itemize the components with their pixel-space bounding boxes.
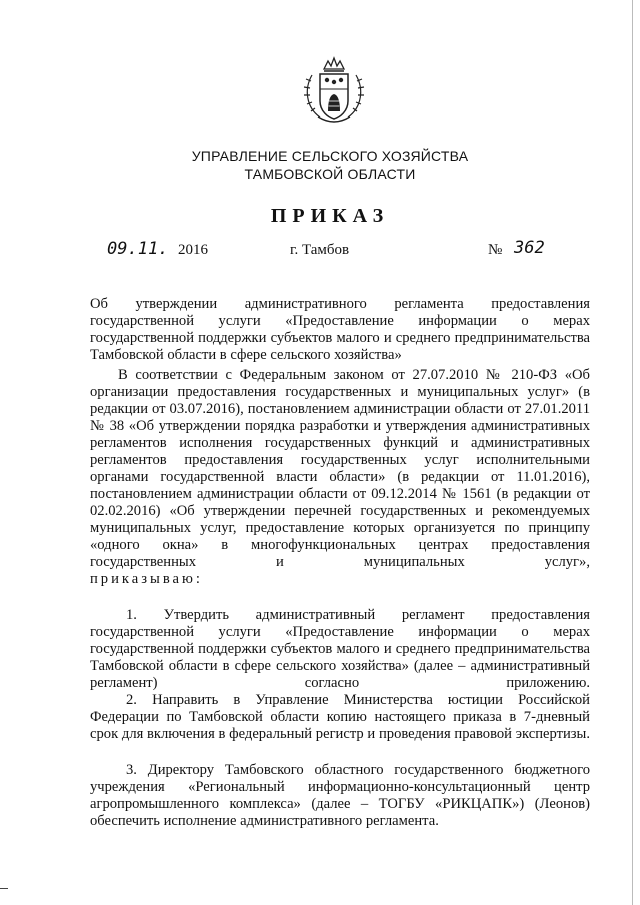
document-title: ПРИКАЗ bbox=[270, 205, 390, 227]
order-item-1: 1. Утвердить административный регламент предоставления государственной услуги «Предоставление информации о мерах государственной поддержки субъектов малого и среднего предпринимательства Тамбовской области в сфере сельского хозяйства» (далее – административный регламент) согласно приложению. bbox=[90, 607, 590, 691]
order-item-2: 2. Направить в Управление Министерства юстиции Российской Федерации по Тамбовской области копию настоящего приказа в 7-дневный срок для включения в федеральный регистр и проведения правовой экспертизы. bbox=[90, 692, 590, 742]
number-label: № bbox=[488, 242, 503, 258]
organization-name-line1: УПРАВЛЕНИЕ СЕЛЬСКОГО ХОЗЯЙСТВА bbox=[191, 148, 469, 164]
order-word: приказываю: bbox=[90, 571, 203, 587]
handwritten-number: 362 bbox=[514, 238, 545, 258]
organization-name-line2: ТАМБОВСКОЙ ОБЛАСТИ bbox=[244, 166, 416, 182]
preamble-paragraph: В соответствии с Федеральным законом от 27.07.2010 № 210-ФЗ «Об организации предоставления государственных и муниципальных услуг» (в редакции от 03.07.2016), постановлением администрации области от 27.01.2011 № 38 «Об утверждении порядка разработки и утверждения административных регламентов исполнения государственных функций и административных регламентов предоставления государственных услуг исполнительными органами государственной власти области» (в редакции от 11.01.2016), постановлением администрации области от 09.12.2014 № 1561 (в редакции от 02.02.2016) «Об утверждении перечней государственных и рекомендуемых муниципальных услуг, предоставление которых организуется по принципу «одного окна» в многофункциональных центрах предоставления государственных и муниципальных услуг», bbox=[90, 367, 590, 570]
coat-of-arms-icon bbox=[300, 55, 368, 127]
document-year: 2016 bbox=[178, 242, 208, 258]
order-item-3: 3. Директору Тамбовского областного государственного бюджетного учреждения «Региональный информационно-консультационный центр агропромышленного комплекса» (далее – ТОГБУ «РИКЦАПК») (Леонов) обеспечить исполнение административного регламента. bbox=[90, 762, 590, 829]
document-city: г. Тамбов bbox=[290, 242, 350, 258]
scan-margin-mark bbox=[0, 888, 8, 889]
handwritten-date: 09.11. bbox=[107, 239, 169, 259]
page-edge-line bbox=[632, 0, 633, 905]
order-subject: Об утверждении административного регламента предоставления государственной услуги «Предоставление информации о мерах государственной поддержки субъектов малого и среднего предпринимательства Тамбовской области в сфере сельского хозяйства» bbox=[90, 296, 590, 363]
